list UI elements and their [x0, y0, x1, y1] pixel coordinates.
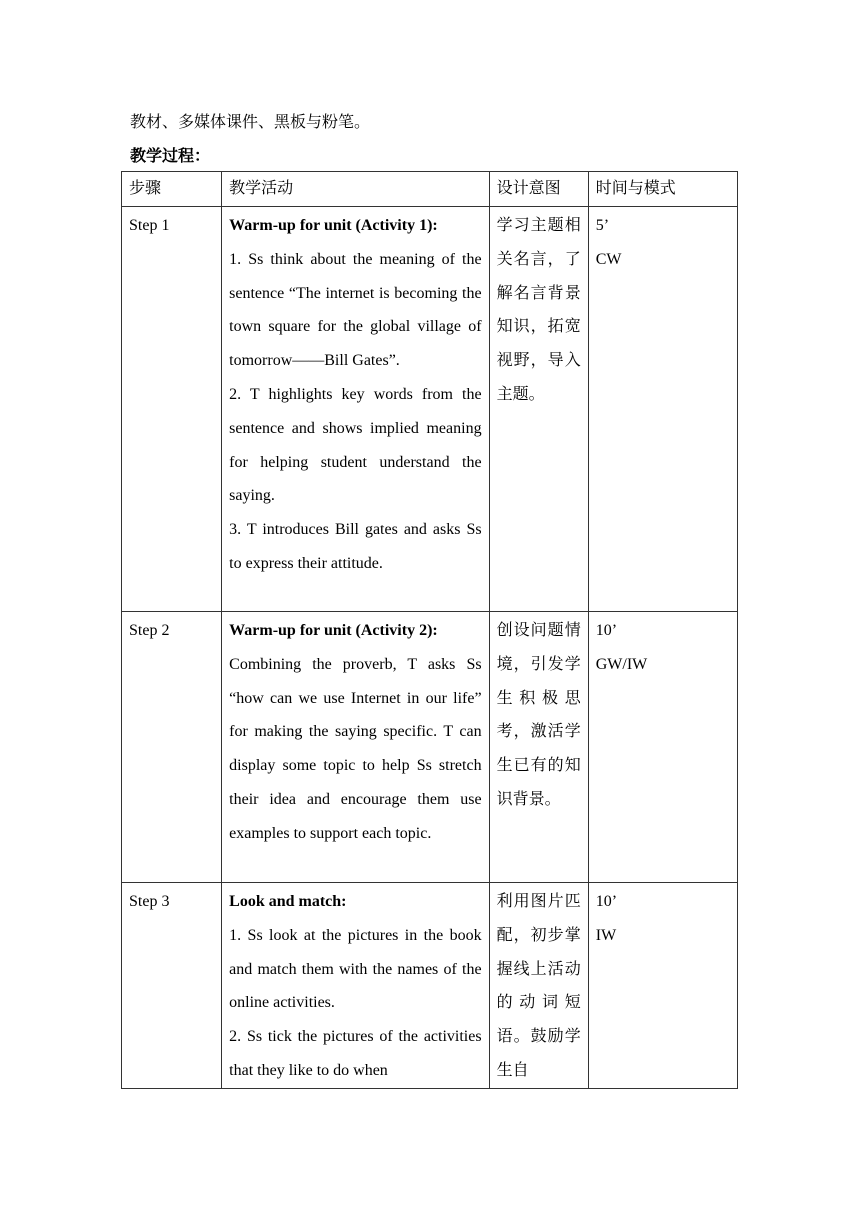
table-row	[122, 207, 738, 612]
header-time-mode: 时间与模式	[588, 172, 737, 207]
materials-line: 教材、多媒体课件、黑板与粉笔。	[130, 114, 371, 131]
header-activity: 教学活动	[222, 172, 489, 207]
activity-cell	[222, 207, 489, 612]
time-mode-cell	[588, 207, 737, 612]
step-label: Step 3	[129, 893, 170, 910]
activity-item: Combining the proverb, T asks Ss “how can we use Internet in our life” for making the saying specific. T can display some topic to help Ss stretch their idea and encourage them use examples to support each topic.	[229, 655, 482, 842]
design-intent: 学习主题相关名言，了解名言背景知识，拓宽视野，导入主题。	[496, 217, 581, 403]
table-header-row	[122, 172, 738, 207]
time-value: 5’	[595, 217, 610, 234]
step-label: Step 1	[129, 217, 170, 234]
mode-value: GW/IW	[595, 655, 648, 673]
time-mode-cell	[588, 883, 737, 1089]
step-label: Step 2	[129, 622, 170, 639]
activity-item: 1. Ss look at the pictures in the book and match them with the names of the online activities.	[229, 926, 482, 1012]
step-cell	[122, 207, 222, 612]
activity-item: 3. T introduces Bill gates and asks Ss to express their attitude.	[229, 521, 482, 572]
header-intent: 设计意图	[489, 172, 588, 207]
mode-value: IW	[595, 926, 617, 944]
activity-item: 1. Ss think about the meaning of the sentence “The internet is becoming the town square for the global village of tomorrow——Bill Gates”.	[229, 250, 482, 370]
activity-title: Warm-up for unit (Activity 2):	[229, 622, 438, 639]
time-mode-cell	[588, 612, 737, 883]
teaching-process-heading: 教学过程：	[130, 148, 211, 165]
intent-cell	[489, 207, 588, 612]
activity-item: 2. Ss tick the pictures of the activities that they like to do when	[229, 1028, 482, 1079]
activity-title: Look and match:	[229, 893, 347, 910]
activity-cell	[222, 612, 489, 883]
step-cell	[122, 612, 222, 883]
time-value: 10’	[595, 893, 618, 910]
lesson-plan-table	[121, 171, 738, 1089]
design-intent: 利用图片匹配，初步掌握线上活动的动词短语。鼓励学生自	[496, 893, 581, 1079]
activity-title: Warm-up for unit (Activity 1):	[229, 217, 438, 234]
mode-value: CW	[595, 250, 622, 268]
header-step: 步骤	[122, 172, 222, 207]
activity-cell	[222, 883, 489, 1089]
time-value: 10’	[595, 622, 618, 639]
table-row	[122, 612, 738, 883]
table-row	[122, 883, 738, 1089]
step-cell	[122, 883, 222, 1089]
intent-cell	[489, 612, 588, 883]
intent-cell	[489, 883, 588, 1089]
design-intent: 创设问题情境，引发学生积极思考，激活学生已有的知识背景。	[496, 622, 581, 808]
activity-item: 2. T highlights key words from the sentence and shows implied meaning for helping student understand the saying.	[229, 385, 482, 505]
